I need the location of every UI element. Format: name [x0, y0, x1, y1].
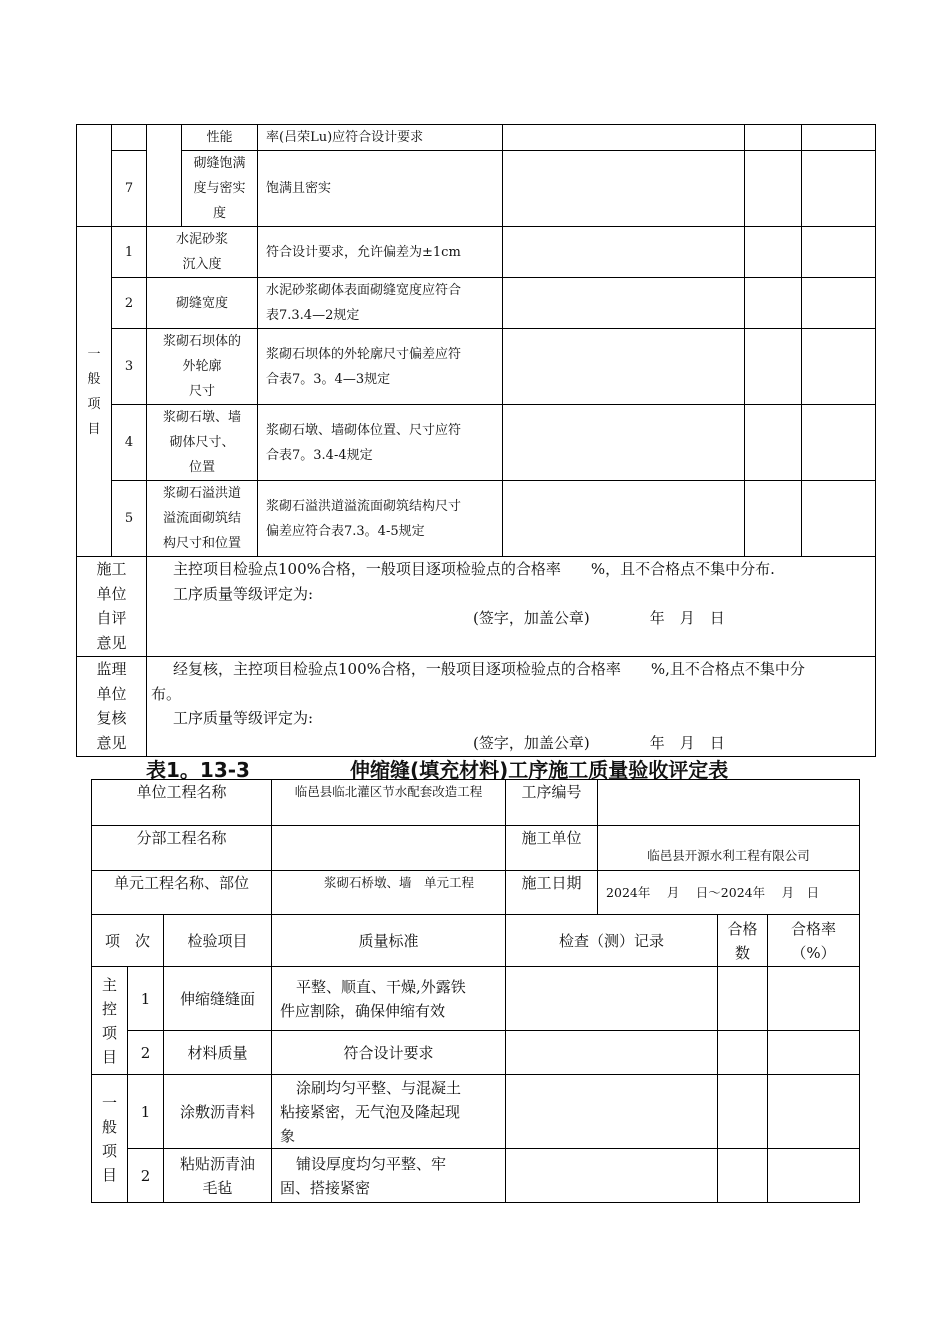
record-cell — [503, 151, 745, 227]
table-row-general-2 — [77, 278, 876, 329]
table-row-general-4 — [77, 405, 876, 481]
quality-standard: 铺设厚度均匀平整、牢 固、搭接紧密 — [272, 1149, 506, 1203]
header-inspection-item: 检验项目 — [164, 915, 272, 967]
main-item-row-1 — [92, 967, 860, 1031]
item-number: 4 — [112, 405, 147, 481]
quality-standard: 浆砌石溢洪道溢流面砌筑结构尺寸 偏差应符合表7.3。4-5规定 — [258, 481, 503, 557]
item-number: 1 — [128, 967, 164, 1031]
table-row-7 — [77, 151, 876, 227]
qualified-count-cell — [718, 967, 768, 1031]
general-items-label: 一般项目 — [92, 1075, 128, 1203]
supervision-text: 经复核，主控项目检验点100%合格，一般项目逐项检验点的合格率 %,且不合格点不集中分 布。 工序质量等级评定为: (签字，加盖公章) 年 月 日 — [147, 657, 876, 757]
expansion-joint-evaluation-table — [91, 779, 860, 1203]
general-items-label: 一般项目 — [77, 227, 112, 557]
item-number: 2 — [128, 1149, 164, 1203]
quality-standard: 浆砌石墩、墙砌体位置、尺寸应符 合表7。3.4-4规定 — [258, 405, 503, 481]
sub-project-label: 分部工程名称 — [92, 826, 272, 871]
item-number: 5 — [112, 481, 147, 557]
element-project-label: 单元工程名称、部位 — [92, 871, 272, 915]
quality-standard: 水泥砂浆砌体表面砌缝宽度应符合 表7.3.4—2规定 — [258, 278, 503, 329]
header-record: 检查（测）记录 — [506, 915, 718, 967]
quality-standard: 符合设计要求，允许偏差为±1cm — [258, 227, 503, 278]
qualified-rate-cell — [802, 151, 876, 227]
inspection-item: 水泥砂浆 沉入度 — [147, 227, 258, 278]
inspection-item: 粘贴沥青油 毛毡 — [164, 1149, 272, 1203]
item-number: 3 — [112, 329, 147, 405]
inspection-item: 浆砌石墩、墙 砌体尺寸、 位置 — [147, 405, 258, 481]
inspection-item: 浆砌石溢洪道 溢流面砌筑结 构尺寸和位置 — [147, 481, 258, 557]
table-row-general-5 — [77, 481, 876, 557]
unit-project-value: 临邑县临北灌区节水配套改造工程 — [272, 780, 506, 826]
item-number: 2 — [128, 1031, 164, 1075]
qualified-count-cell — [745, 125, 802, 151]
inspection-table-continued — [76, 124, 876, 757]
construction-unit-value: 临邑县开源水利工程有限公司 — [598, 826, 860, 871]
unit-project-label: 单位工程名称 — [92, 780, 272, 826]
inspection-item: 涂敷沥青料 — [164, 1075, 272, 1149]
process-number-value — [598, 780, 860, 826]
table-row-performance — [77, 125, 876, 151]
quality-standard: 浆砌石坝体的外轮廓尺寸偏差应符 合表7。3。4—3规定 — [258, 329, 503, 405]
quality-standard: 平整、顺直、干燥,外露铁 件应割除，确保伸缩有效 — [272, 967, 506, 1031]
sub-project-row — [92, 826, 860, 871]
general-item-row-1 — [92, 1075, 860, 1149]
sub-project-value — [272, 826, 506, 871]
item-label: 性能 — [182, 125, 258, 151]
header-qualified-rate: 合格率（%） — [768, 915, 860, 967]
unit-project-row — [92, 780, 860, 826]
header-item-number: 项 次 — [92, 915, 164, 967]
general-item-row-2 — [92, 1149, 860, 1203]
inspection-item: 砌缝饱满 度与密实 度 — [182, 151, 258, 227]
header-quality-standard: 质量标准 — [272, 915, 506, 967]
supervision-label: 监理单位复核意见 — [77, 657, 147, 757]
item-number: 1 — [128, 1075, 164, 1149]
quality-standard: 率(吕荣Lu)应符合设计要求 — [258, 125, 503, 151]
item-number: 2 — [112, 278, 147, 329]
qualified-count-cell — [745, 151, 802, 227]
table-number: 表1。13-3 — [146, 758, 250, 782]
self-evaluation-label: 施工单位自评意见 — [77, 557, 147, 657]
element-project-value: 浆砌石桥墩、墙 单元工程 — [272, 871, 506, 915]
inspection-item: 浆砌石坝体的 外轮廓 尺寸 — [147, 329, 258, 405]
self-evaluation-row — [77, 557, 876, 657]
inspection-item: 砌缝宽度 — [147, 278, 258, 329]
item-number: 1 — [112, 227, 147, 278]
construction-unit-label: 施工单位 — [506, 826, 598, 871]
record-cell — [503, 125, 745, 151]
element-project-row — [92, 871, 860, 915]
quality-standard: 涂刷均匀平整、与混凝土 粘接紧密，无气泡及隆起现 象 — [272, 1075, 506, 1149]
main-item-row-2 — [92, 1031, 860, 1075]
record-cell — [506, 967, 718, 1031]
table-title: 伸缩缝(填充材料)工序施工质量验收评定表 — [350, 758, 729, 782]
quality-standard: 饱满且密实 — [258, 151, 503, 227]
table-row-general-3 — [77, 329, 876, 405]
qualified-rate-cell — [768, 967, 860, 1031]
self-evaluation-text: 主控项目检验点100%合格，一般项目逐项检验点的合格率 %，且不合格点不集中分布. 工序质量等级评定为: (签字，加盖公章) 年 月 日 — [147, 557, 876, 657]
quality-standard: 符合设计要求 — [272, 1031, 506, 1075]
process-number-label: 工序编号 — [506, 780, 598, 826]
construction-date-value: 2024年 月 日～2024年 月 日 — [598, 871, 860, 915]
item-number: 7 — [112, 151, 147, 227]
header-row — [92, 915, 860, 967]
supervision-row — [77, 657, 876, 757]
qualified-rate-cell — [802, 125, 876, 151]
inspection-item: 伸缩缝缝面 — [164, 967, 272, 1031]
main-items-label: 主控项目 — [92, 967, 128, 1075]
inspection-item: 材料质量 — [164, 1031, 272, 1075]
table-row-general-1 — [77, 227, 876, 278]
header-qualified-count: 合格数 — [718, 915, 768, 967]
construction-date-label: 施工日期 — [506, 871, 598, 915]
